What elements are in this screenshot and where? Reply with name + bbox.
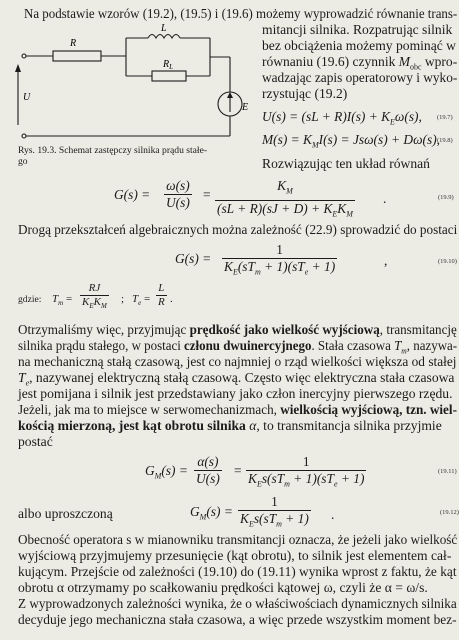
text-line-r1: mitancji silnika. Rozpatrując silnik xyxy=(262,22,453,37)
text-p3-line-2: silnika prądu stałego, w postaci członu dwuinercyjnego. Stała czasowa $T_m$, nazywa- xyxy=(18,338,458,356)
text-line-r3: równaniu (19.6) czynnik $M_{obc}$ wpro- xyxy=(262,54,458,72)
text-p3-line-5: jest pomijana i silnik jest przedstawiany jako człon inercyjny pierwszego rzędu. xyxy=(18,386,453,401)
figure-caption-line-2: go xyxy=(18,156,28,167)
equation-19-10-comma: , xyxy=(384,253,388,268)
figure-caption-line-1: Rys. 19.3. Schemat zastępczy silnika prądu stałe- xyxy=(18,145,208,156)
label-e: E xyxy=(242,102,249,113)
text-line-r4: wadzając zapis operatorowy i wyko- xyxy=(262,70,458,85)
label-u: U xyxy=(23,92,31,103)
equation-number-19-9: (19.9) xyxy=(438,194,454,201)
equation-number-19-12: (19.12) xyxy=(440,509,459,516)
equation-19-12-fraction: 1 $K_Es(sT_m + 1)$ xyxy=(240,494,309,529)
equation-19-11-fraction-2: 1 $K_Es(sT_m + 1)(sT_e + 1)$ xyxy=(248,454,365,489)
text-p3-line-8: postać xyxy=(18,434,53,449)
text-p3-line-1: Otrzymaliśmy więc, przyjmując prędkość jako wielkość wyjściową, transmitancję xyxy=(18,322,457,337)
text-gdzie: gdzie: xyxy=(18,294,42,305)
equation-19-9-fraction-2: $K_M$ $(sL + R)(sJ + D) + K_EK_M$ xyxy=(217,178,353,219)
text-p4-line-6: decyduje jego mechaniczna stała czasowa, a więc przede wszystkim moment bez- xyxy=(18,612,457,627)
te-definition-lhs: $T_e$ = xyxy=(132,293,151,308)
text-p4-line-4: obrotu α otrzymamy po scałkowaniu prędkości kątowej ω, czyli że α = ω/s. xyxy=(18,580,428,595)
equation-19-11-equals: = xyxy=(234,463,242,478)
label-rl: $R_L$ xyxy=(163,59,174,71)
resistor-r xyxy=(53,51,101,61)
equation-19-11-lhs: $G_M(s)$ = xyxy=(145,463,188,481)
label-r: R xyxy=(70,38,77,49)
equation-19-9-fraction-1: ω(s) U(s) xyxy=(166,178,190,210)
equation-19-10-lhs: G(s) = xyxy=(175,251,212,266)
text-p4-line-5: Z wyprowadzonych zależności wynika, że o właściwościach dynamicznych silnika xyxy=(18,596,457,611)
resistor-rl xyxy=(152,71,186,81)
text-albo: albo uproszczoną xyxy=(18,506,113,521)
text-p3-line-4: $T_e$, nazywanej elektryczną stałą czasową. Często więc elektryczna stała czasowa xyxy=(18,370,455,388)
text-line-r5: rzystując (19.2) xyxy=(262,86,348,101)
equation-19-9-equals: = xyxy=(203,187,211,202)
equation-19-12-lhs: $G_M(s)$ = xyxy=(190,504,233,522)
text-p4-line-2: wyjściową przyjmujemy przesunięcie (kąt obrotu), to silnik jest elementem cał- xyxy=(18,548,452,563)
equation-number-19-10: (19.10) xyxy=(438,258,457,265)
te-definition-fraction: L R xyxy=(158,282,165,308)
equation-19-11-fraction-1: α(s) U(s) xyxy=(196,454,220,486)
equation-19-9-lhs: G(s) = xyxy=(114,187,151,202)
equation-19-8: $M(s) = K_MI(s) = Js\omega(s) + D\omega(s)$, xyxy=(262,132,441,150)
text-p4-line-1: Obecność operatora s w mianowniku transmitancji oznacza, że jeżeli jako wielkość xyxy=(18,532,458,547)
text-p3-line-3: na mechaniczną stałą czasową, jest co najmniej o rząd wielkości większa od stałej xyxy=(18,354,457,369)
equation-19-12-period: . xyxy=(331,507,335,522)
tm-definition-fraction: RJ $K_EK_M$ xyxy=(82,282,107,311)
text-paragraph-2: Drogą przekształceń algebraicznych można zależność (22.9) sprowadzić do postaci xyxy=(18,222,458,237)
equation-19-7: $U(s) = (sL + R)I(s) + K_E\omega(s)$, xyxy=(262,109,422,127)
equation-19-9-period: . xyxy=(383,191,387,206)
text-line-1: Na podstawie wzorów (19.2), (19.5) i (19.6) możemy wyprowadzić równanie trans- xyxy=(24,6,458,21)
label-l: L xyxy=(161,23,167,34)
tm-definition-lhs: $T_m$ = xyxy=(52,293,73,308)
equation-number-19-11: (19.11) xyxy=(438,468,457,475)
text-p3-line-6: Jeżeli, jak ma to miejsce w serwomechanizmach, wielkością wyjściową, tzn. wiel- xyxy=(18,402,457,417)
inductor-l xyxy=(148,35,180,39)
equation-number-19-8: (19.8) xyxy=(437,137,453,144)
te-period: . xyxy=(170,293,173,305)
tm-te-separator: ; xyxy=(121,293,125,305)
text-p3-line-7: kością mierzoną, jest kąt obrotu silnika α, to transmitancja silnika przyjmie xyxy=(18,418,442,433)
text-solve: Rozwiązując ten układ równań xyxy=(262,156,430,171)
text-p4-line-3: kującym. Przejście od zależności (19.10) do (19.11) wynika wprost z faktu, że kąt xyxy=(18,564,457,579)
circuit-diagram xyxy=(10,23,250,145)
equation-number-19-7: (19.7) xyxy=(437,114,453,121)
equation-19-10-fraction: 1 $K_E(sT_m + 1)(sT_e + 1)$ xyxy=(224,242,336,277)
text-line-r2: bez obciążenia możemy pominąć w xyxy=(262,38,457,53)
